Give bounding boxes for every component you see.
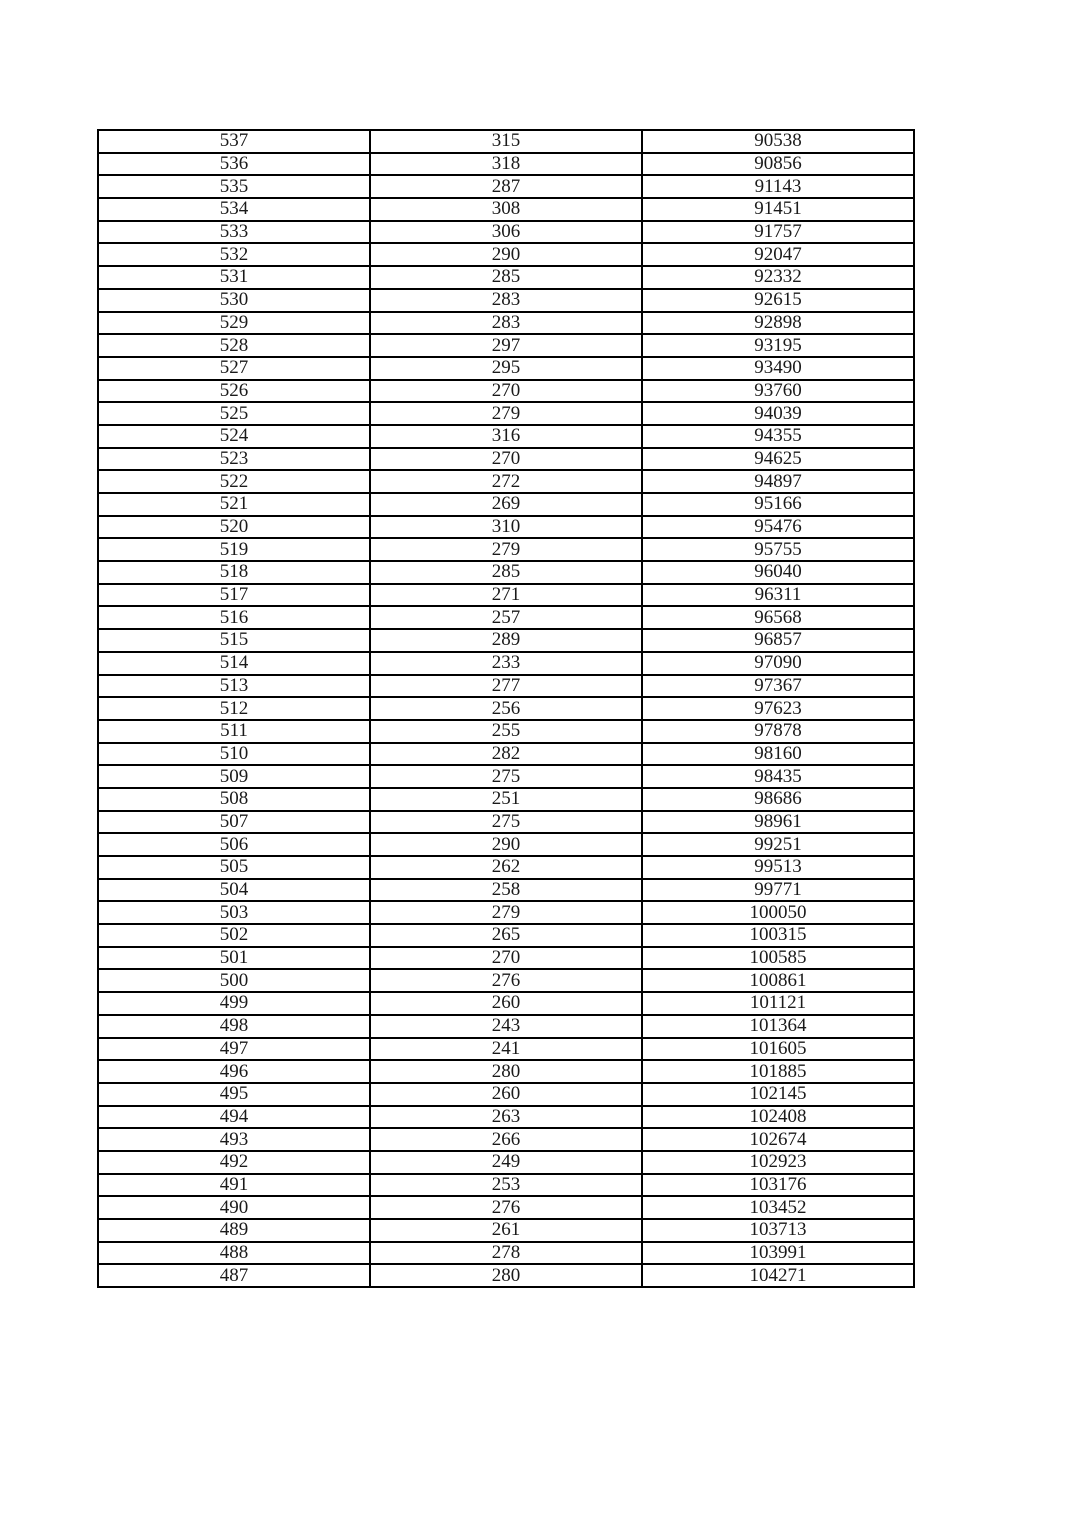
count-cell: 315 [370,130,642,153]
count-cell: 279 [370,901,642,924]
count-cell: 285 [370,561,642,584]
table-row [98,198,914,221]
cumulative-cell: 95166 [642,493,914,516]
score-cell: 531 [98,266,370,289]
count-cell: 270 [370,448,642,471]
cumulative-cell: 96857 [642,629,914,652]
score-cell: 536 [98,153,370,176]
table-row [98,493,914,516]
cumulative-cell: 101121 [642,992,914,1015]
table-row [98,380,914,403]
count-cell: 308 [370,198,642,221]
table-row [98,561,914,584]
table-row [98,312,914,335]
count-cell: 266 [370,1128,642,1151]
cumulative-cell: 95755 [642,538,914,561]
score-cell: 513 [98,675,370,698]
table-row [98,1219,914,1242]
score-cell: 512 [98,697,370,720]
count-cell: 306 [370,221,642,244]
count-cell: 241 [370,1038,642,1061]
count-cell: 295 [370,357,642,380]
table-row [98,1060,914,1083]
score-cell: 504 [98,879,370,902]
count-cell: 283 [370,289,642,312]
score-cell: 493 [98,1128,370,1151]
table-row [98,1015,914,1038]
table-row [98,720,914,743]
count-cell: 290 [370,243,642,266]
score-cell: 537 [98,130,370,153]
cumulative-cell: 100050 [642,901,914,924]
cumulative-cell: 103991 [642,1242,914,1265]
score-cell: 525 [98,402,370,425]
table-row [98,221,914,244]
score-cell: 507 [98,811,370,834]
cumulative-cell: 101885 [642,1060,914,1083]
score-cell: 511 [98,720,370,743]
score-cell: 510 [98,743,370,766]
count-cell: 280 [370,1264,642,1287]
cumulative-cell: 93760 [642,380,914,403]
count-cell: 285 [370,266,642,289]
score-cell: 487 [98,1264,370,1287]
table-row [98,1174,914,1197]
count-cell: 272 [370,470,642,493]
count-cell: 251 [370,788,642,811]
table-row [98,879,914,902]
cumulative-cell: 92332 [642,266,914,289]
cumulative-cell: 103452 [642,1196,914,1219]
score-cell: 488 [98,1242,370,1265]
count-cell: 297 [370,334,642,357]
table-row [98,743,914,766]
count-cell: 276 [370,969,642,992]
cumulative-cell: 97623 [642,697,914,720]
score-cell: 496 [98,1060,370,1083]
count-cell: 277 [370,675,642,698]
score-cell: 529 [98,312,370,335]
table-row [98,448,914,471]
cumulative-cell: 91757 [642,221,914,244]
score-cell: 509 [98,765,370,788]
table-row [98,425,914,448]
cumulative-cell: 97367 [642,675,914,698]
count-cell: 260 [370,992,642,1015]
score-cell: 505 [98,856,370,879]
cumulative-cell: 96568 [642,606,914,629]
cumulative-cell: 102674 [642,1128,914,1151]
score-cell: 523 [98,448,370,471]
score-cell: 491 [98,1174,370,1197]
cumulative-cell: 90856 [642,153,914,176]
cumulative-cell: 93490 [642,357,914,380]
cumulative-cell: 96040 [642,561,914,584]
table-row [98,606,914,629]
cumulative-cell: 99771 [642,879,914,902]
cumulative-cell: 103176 [642,1174,914,1197]
table-row [98,652,914,675]
score-cell: 533 [98,221,370,244]
score-cell: 499 [98,992,370,1015]
table-row [98,833,914,856]
count-cell: 256 [370,697,642,720]
cumulative-cell: 99513 [642,856,914,879]
score-cell: 530 [98,289,370,312]
score-cell: 500 [98,969,370,992]
cumulative-cell: 100585 [642,947,914,970]
score-cell: 526 [98,380,370,403]
count-cell: 271 [370,584,642,607]
count-cell: 318 [370,153,642,176]
score-cell: 528 [98,334,370,357]
table-row [98,1151,914,1174]
score-cell: 519 [98,538,370,561]
table-row [98,947,914,970]
cumulative-cell: 98160 [642,743,914,766]
score-table [97,129,915,1288]
table-row [98,334,914,357]
count-cell: 265 [370,924,642,947]
cumulative-cell: 101605 [642,1038,914,1061]
score-cell: 490 [98,1196,370,1219]
score-cell: 495 [98,1083,370,1106]
cumulative-cell: 104271 [642,1264,914,1287]
cumulative-cell: 92898 [642,312,914,335]
table-row [98,1196,914,1219]
cumulative-cell: 97090 [642,652,914,675]
table-row [98,153,914,176]
count-cell: 279 [370,402,642,425]
table-row [98,470,914,493]
count-cell: 258 [370,879,642,902]
cumulative-cell: 98435 [642,765,914,788]
score-cell: 517 [98,584,370,607]
cumulative-cell: 94897 [642,470,914,493]
table-row [98,1128,914,1151]
cumulative-cell: 98686 [642,788,914,811]
score-cell: 524 [98,425,370,448]
cumulative-cell: 95476 [642,516,914,539]
score-cell: 494 [98,1106,370,1129]
table-row [98,969,914,992]
table-row [98,811,914,834]
cumulative-cell: 98961 [642,811,914,834]
table-row [98,675,914,698]
cumulative-cell: 103713 [642,1219,914,1242]
cumulative-cell: 91143 [642,175,914,198]
count-cell: 262 [370,856,642,879]
count-cell: 275 [370,811,642,834]
cumulative-cell: 94355 [642,425,914,448]
table-row [98,629,914,652]
cumulative-cell: 99251 [642,833,914,856]
cumulative-cell: 90538 [642,130,914,153]
score-cell: 518 [98,561,370,584]
score-cell: 508 [98,788,370,811]
count-cell: 269 [370,493,642,516]
table-row [98,130,914,153]
score-cell: 520 [98,516,370,539]
count-cell: 270 [370,380,642,403]
count-cell: 310 [370,516,642,539]
cumulative-cell: 102923 [642,1151,914,1174]
count-cell: 282 [370,743,642,766]
table-row [98,992,914,1015]
count-cell: 261 [370,1219,642,1242]
score-cell: 506 [98,833,370,856]
count-cell: 263 [370,1106,642,1129]
score-cell: 498 [98,1015,370,1038]
table-row [98,402,914,425]
table-row [98,538,914,561]
cumulative-cell: 102408 [642,1106,914,1129]
table-row [98,1106,914,1129]
score-cell: 532 [98,243,370,266]
cumulative-cell: 100315 [642,924,914,947]
count-cell: 275 [370,765,642,788]
cumulative-cell: 91451 [642,198,914,221]
table-row [98,266,914,289]
table-row [98,765,914,788]
table-row [98,1242,914,1265]
score-cell: 527 [98,357,370,380]
count-cell: 276 [370,1196,642,1219]
cumulative-cell: 92615 [642,289,914,312]
cumulative-cell: 92047 [642,243,914,266]
table-row [98,1038,914,1061]
score-table-body [98,130,914,1287]
score-cell: 521 [98,493,370,516]
count-cell: 289 [370,629,642,652]
count-cell: 278 [370,1242,642,1265]
table-row [98,243,914,266]
count-cell: 270 [370,947,642,970]
score-cell: 515 [98,629,370,652]
table-row [98,1264,914,1287]
table-row [98,697,914,720]
cumulative-cell: 94039 [642,402,914,425]
count-cell: 257 [370,606,642,629]
cumulative-cell: 97878 [642,720,914,743]
count-cell: 243 [370,1015,642,1038]
count-cell: 260 [370,1083,642,1106]
table-row [98,584,914,607]
table-row [98,357,914,380]
count-cell: 283 [370,312,642,335]
cumulative-cell: 102145 [642,1083,914,1106]
score-cell: 516 [98,606,370,629]
count-cell: 290 [370,833,642,856]
count-cell: 249 [370,1151,642,1174]
cumulative-cell: 101364 [642,1015,914,1038]
table-row [98,1083,914,1106]
cumulative-cell: 94625 [642,448,914,471]
count-cell: 280 [370,1060,642,1083]
count-cell: 279 [370,538,642,561]
count-cell: 316 [370,425,642,448]
table-row [98,856,914,879]
score-cell: 535 [98,175,370,198]
cumulative-cell: 96311 [642,584,914,607]
cumulative-cell: 100861 [642,969,914,992]
table-row [98,901,914,924]
score-cell: 534 [98,198,370,221]
score-cell: 489 [98,1219,370,1242]
score-cell: 501 [98,947,370,970]
score-cell: 502 [98,924,370,947]
score-cell: 497 [98,1038,370,1061]
count-cell: 287 [370,175,642,198]
table-row [98,289,914,312]
score-cell: 514 [98,652,370,675]
score-cell: 503 [98,901,370,924]
count-cell: 233 [370,652,642,675]
score-cell: 522 [98,470,370,493]
table-row [98,788,914,811]
table-row [98,924,914,947]
cumulative-cell: 93195 [642,334,914,357]
count-cell: 255 [370,720,642,743]
count-cell: 253 [370,1174,642,1197]
score-cell: 492 [98,1151,370,1174]
table-row [98,175,914,198]
table-row [98,516,914,539]
